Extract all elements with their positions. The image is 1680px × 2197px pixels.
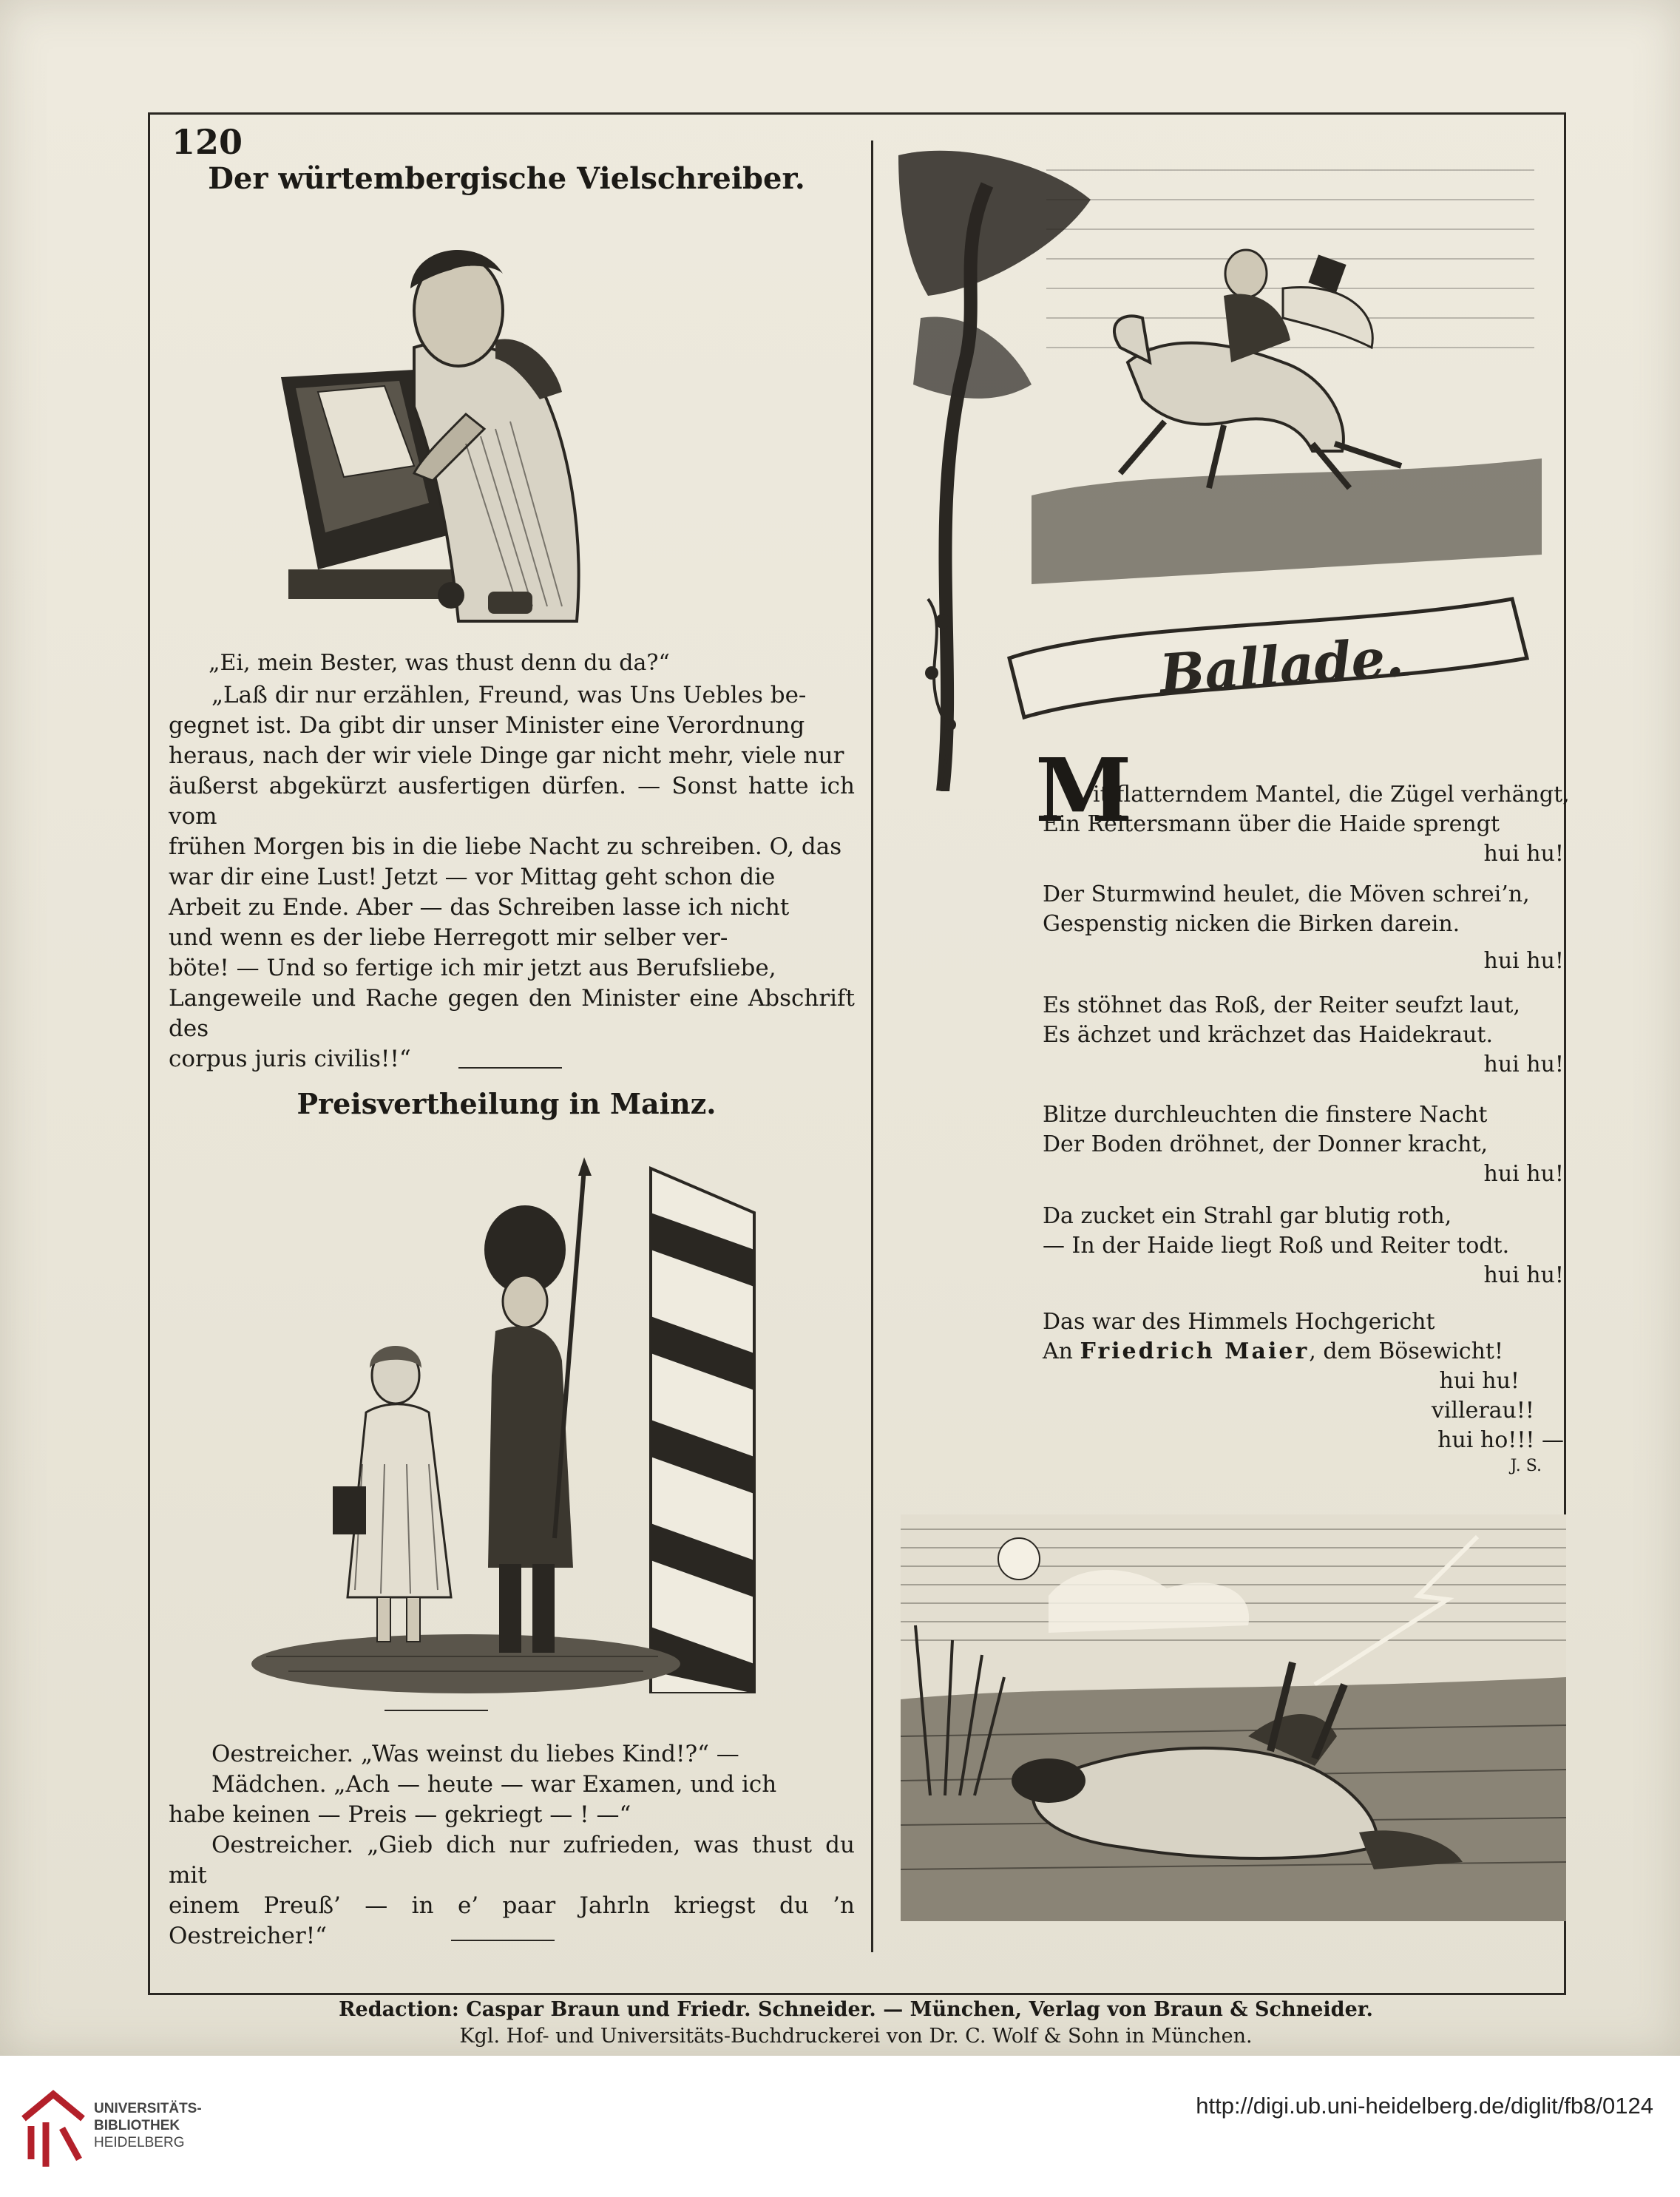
verse-line: Blitze durchleuchten die finstere Nacht (1043, 1102, 1488, 1128)
verse-line: it flatterndem Mantel, die Zügel verhängt, (1093, 782, 1570, 808)
section-divider (458, 1067, 562, 1069)
refrain-line: hui hu! (1483, 1052, 1564, 1077)
ballade-drop-cap: M (1035, 739, 1132, 842)
ballade-stanza-4 (1043, 1100, 1564, 1189)
verse-line: Es ächzet und krächzet das Haidekraut. (1043, 1022, 1493, 1048)
section-divider (451, 1940, 555, 1941)
article1-line: „Laß dir nur erzählen, Freund, was Uns Uebles be- (211, 682, 807, 708)
verse-line: Da zucket ein Strahl gar blutig roth, (1043, 1203, 1452, 1229)
article1-line: corpus juris civilis!!“ (169, 1046, 411, 1072)
verse-line: Ein Reitersmann über die Haide sprengt (1043, 811, 1500, 837)
article1-line: Langeweile und Rache gegen den Minister eine Abschrift des (169, 985, 855, 1042)
verse-line: Gespenstig nicken die Birken darein. (1043, 911, 1460, 937)
source-url[interactable]: http://digi.ub.uni-heidelberg.de/diglit/fb8/0124 (1196, 2093, 1653, 2119)
verse-line: Der Sturmwind heulet, die Möven schrei’n, (1043, 881, 1530, 907)
page-number: 120 (172, 122, 243, 162)
illustration-clerk-writing (274, 222, 688, 636)
refrain-line: hui hu! (1439, 1368, 1520, 1394)
refrain-line: hui hu! (1483, 1161, 1564, 1187)
illustration-fallen-rider (901, 1514, 1566, 1921)
ballade-banner: Ballade. (1157, 625, 1406, 705)
dialogue-line: Mädchen. „Ach — heute — war Examen, und ich (211, 1771, 777, 1798)
ballade-stanza-5 (1043, 1202, 1564, 1290)
dialogue-line: Oestreicher. „Was weinst du liebes Kind!?“ — (211, 1741, 739, 1767)
refrain-line: villerau!! (1431, 1398, 1534, 1424)
verse-line: Es stöhnet das Roß, der Reiter seufzt laut, (1043, 992, 1520, 1018)
ballade-first-line (1093, 780, 1581, 810)
refrain-line: hui hu! (1483, 948, 1564, 974)
article1-line: böte! — Und so fertige ich mir jetzt aus Berufsliebe, (169, 955, 776, 981)
refrain-line: hui ho!!! — (1437, 1427, 1564, 1453)
article1-line: frühen Morgen bis in die liebe Nacht zu schreiben. O, das (169, 833, 842, 860)
ballade-stanza-3 (1043, 991, 1564, 1080)
dialogue-line: habe keinen — Preis — gekriegt — ! —“ (169, 1801, 631, 1828)
ballade-signature: J. S. (1510, 1457, 1542, 1475)
refrain-line: hui hu! (1483, 1262, 1564, 1288)
ballade-stanza-2 (1043, 880, 1564, 976)
friedrich-maier-name: Friedrich Maier (1080, 1338, 1310, 1364)
university-library-logo-icon (16, 2085, 90, 2174)
ballade-final-stanza (1043, 1307, 1564, 1477)
library-bar (0, 2056, 1680, 2197)
article1-line: gegnet ist. Da gibt dir unser Minister eine Verordnung (169, 712, 805, 739)
article-title-vielschreiber: Der würtembergische Vielschreiber. (208, 161, 805, 196)
article1-line: Arbeit zu Ende. Aber — das Schreiben lasse ich nicht (169, 894, 790, 921)
article1-line: und wenn es der liebe Herregott mir selber ver- (169, 924, 728, 951)
illustration-underline (385, 1710, 488, 1711)
library-name-line: UNIVERSITÄTS- (94, 2101, 202, 2116)
refrain-line: hui hu! (1483, 841, 1564, 867)
imprint-printer: Kgl. Hof- und Universitäts-Buchdruckerei von Dr. C. Wolf & Sohn in München. (459, 2025, 1253, 2048)
dialogue-line: einem Preuß’ — in e’ paar Jahrln kriegst du ’n Oestreicher!“ (169, 1892, 855, 1949)
verse-prefix: An (1043, 1338, 1073, 1364)
verse-line: Der Boden dröhnet, der Donner kracht, (1043, 1131, 1488, 1157)
verse-line: Das war des Himmels Hochgericht (1043, 1309, 1435, 1335)
ballade-stanza-1 (1043, 810, 1564, 869)
article1-text (169, 680, 855, 1074)
article2-dialogue (169, 1739, 855, 1951)
verse-line-with-name (1043, 1337, 1564, 1367)
imprint (148, 1997, 1564, 2050)
library-name-line: HEIDELBERG (94, 2135, 185, 2150)
dialogue-line: Oestreicher. „Gieb dich nur zufrieden, was thust du mit (169, 1832, 855, 1889)
illustration-rider-in-storm (898, 141, 1542, 791)
column-divider (871, 141, 873, 1952)
article1-line: heraus, nach der wir viele Dinge gar nicht mehr, viele nur (169, 742, 844, 769)
illustration-soldier-and-girl (244, 1154, 762, 1693)
verse-line: — In der Haide liegt Roß und Reiter todt. (1043, 1233, 1510, 1259)
library-name (94, 2100, 202, 2151)
verse-suffix: , dem Bösewicht! (1309, 1338, 1504, 1364)
article1-line: war dir eine Lust! Jetzt — vor Mittag geht schon die (169, 864, 776, 890)
article-title-preisvertheilung: Preisvertheilung in Mainz. (297, 1087, 717, 1120)
article1-line: äußerst abgekürzt ausfertigen dürfen. — Sonst hatte ich vom (169, 773, 855, 830)
library-name-line: BIBLIOTHEK (94, 2118, 180, 2133)
imprint-editors: Redaction: Caspar Braun und Friedr. Schneider. — München, Verlag von Braun & Schneider. (339, 1998, 1373, 2021)
article1-caption: „Ei, mein Bester, was thust denn du da?“ (209, 650, 670, 676)
